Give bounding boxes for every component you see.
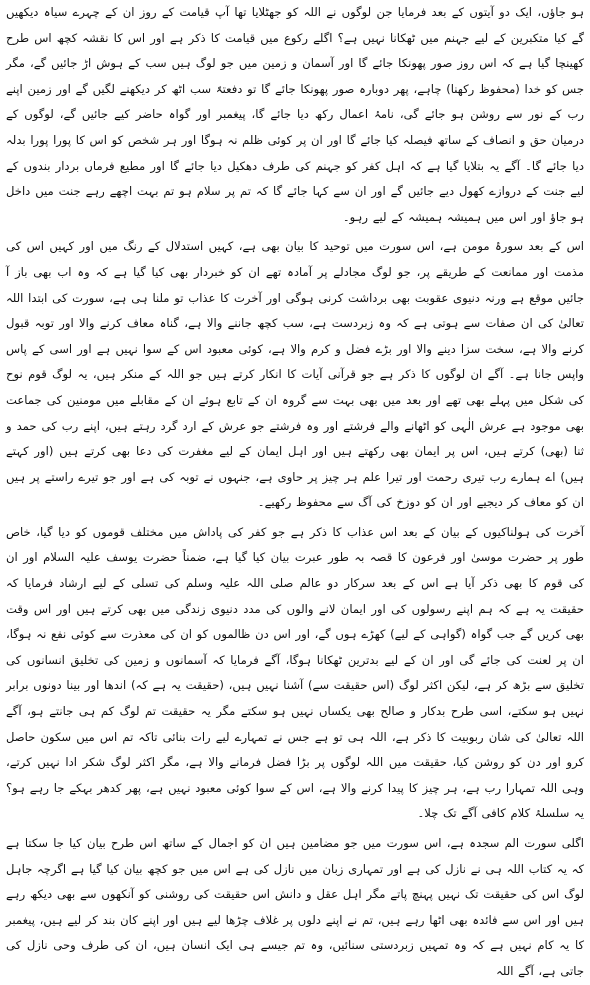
paragraph-akhirat-azab: آخرت کی ہولناکیوں کے بیان کے بعد اس عذاب کا ذکر ہے جو کفر کی پاداش میں مختلف قوموں کو دیا گیا، خاص طور پر حضرت موسیٰ اور فرعون کا قصہ بہ طور عبرت بیان کیا گیا ہے، ضمناً حضرت یوسف علیہ السلام اور ان کی قوم کا بھی ذکر آیا ہے اس کے بعد سرکار دو عالم صلی اللہ علیہ وسلم کی تسلی کے لیے ارشاد فرمایا کہ حقیقت یہ ہے کہ ہم اپنے رسولوں کی اور ایمان لانے والوں کی مدد دنیوی زندگی میں بھی کرتے ہیں اور اس وقت بھی کریں گے جب گواہ (گواہی کے لیے) کھڑے ہوں گے، اور اس دن ظالموں کو ان کی معذرت سے کوئی نفع نہ ہوگا، ان پر لعنت کی جائے گی اور ان کے لیے بدترین ٹھکانا ہوگا، آگے فرمایا کہ آسمانوں و زمین کی تخلیق انسانوں کی تخلیق سے بڑھ کر ہے، لیکن اکثر لوگ (اس حقیقت سے) آشنا نہیں ہیں، (حقیقت یہ ہے کہ) اندھا اور بینا دونوں برابر نہیں ہو سکتے، اسی طرح بدکار و صالح بھی یکساں نہیں ہو سکتے مگر یہ حقیقت تم لوگ کم ہی جانتے ہو، آگے اللہ تعالیٰ کی شان ربوبیت کا ذکر ہے، اللہ ہی تو ہے جس نے تمہارے لیے رات بنائی تاکہ تم اس میں سکون حاصل کرو اور دن کو روشن کیا، حقیقت میں اللہ لوگوں پر بڑا فضل فرمانے والا ہے، مگر اکثر لوگ شکر ادا نہیں کرتے، وہی اللہ تمہارا رب ہے، ہر چیز کا پیدا کرنے والا ہے، اس کے سوا کوئی معبود نہیں ہے، پھر کدھر بہکے جا رہے ہو؟ یہ سلسلۂ کلام کافی آگے تک چلا۔	[6, 524, 584, 821]
paragraph-surah-momin: اس کے بعد سورۂ مومن ہے، اس سورت میں توحید کا بیان بھی ہے، کہیں استدلال کے رنگ میں اور کہیں اس کی مذمت اور ممانعت کے طریقے پر، جو لوگ مجادلے پر آمادہ تھے ان کو خبردار بھی کیا گیا ہے کہ وہ اب بھی باز آ جائیں موقع ہے ورنہ دنیوی عقوبت بھی برداشت کرنی ہوگی اور آخرت کا عذاب تو ملنا ہی ہے، سورت کی ابتدا اللہ تعالیٰ کی ان صفات سے ہوتی ہے کہ وہ زبردست ہے، سب کچھ جاننے والا ہے، گناہ معاف کرنے والا اور توبہ قبول کرنے والا ہے، سخت سزا دینے والا اور بڑے فضل و کرم والا ہے، کوئی معبود اس کے سوا نہیں ہے اور اسی کے پاس واپس جانا ہے۔ آگے ان لوگوں کا ذکر ہے جو قرآنی آیات کا انکار کرتے ہیں جو اللہ کے منکر ہیں، یہ لوگ قوم نوح کی شکل میں پہلے بھی تھے اور بعد میں بھی بہت سے گروہ ان کے تابع ہوئے ان کے مقابلے میں مومنین کی جماعت بھی موجود ہے عرش الٰہی کو اٹھانے والے فرشتے اور وہ فرشتے جو عرش کے ارد گرد رہتے ہیں، اپنے رب کی حمد و ثنا (بھی) کرتے ہیں، اس پر ایمان بھی رکھتے ہیں اور اہل ایمان کے لیے مغفرت کی دعا بھی کرتے ہیں (اور کہتے ہیں) اے ہمارے رب تیری رحمت اور تیرا علم ہر چیز پر حاوی ہے، جنہوں نے توبہ کی ہے اور جو تیرے راستے پر ہیں ان کو معاف کر دیجیے اور ان کو دوزخ کی آگ سے محفوظ رکھیے۔	[6, 239, 584, 510]
paragraph-qiyamat: ہو جاؤں، ایک دو آیتوں کے بعد فرمایا جن لوگوں نے اللہ کو جھٹلایا تھا آپ قیامت کے روز ان کے چہرے سیاہ دیکھیں گے کیا متکبرین کے لیے جہنم میں ٹھکانا نہیں ہے؟ اگلے رکوع میں قیامت کا ذکر ہے اور اس کا نقشہ کچھ اس طرح کھینچا گیا ہے کہ اس روز صور پھونکا جائے گا اور آسمان و زمین میں جو لوگ ہیں سب کے ہوش اڑ جائیں گے، مگر جس کو خدا (محفوظ رکھنا) چاہے، پھر دوبارہ صور پھونکا جائے گا تو دفعتہً سب اٹھ کر دیکھنے لگیں گے اور زمین اپنے رب کے نور سے روشن ہو جائے گی، نامۂ اعمال رکھ دیا جائے گا، پیغمبر اور گواہ حاضر کیے جائیں گے، لوگوں کے درمیان حق و انصاف کے ساتھ فیصلہ کیا جائے گا اور ان پر کوئی ظلم نہ ہوگا اور ہر شخص کو اس کا پورا پورا بدلہ دیا جائے گا۔ آگے یہ بتلایا گیا ہے کہ اہل کفر کو جہنم کی طرف دھکیل دیا جائے گا اور مطیع فرماں بردار بندوں کے لیے جنت کے دروازے کھول دیے جائیں گے اور ان سے کہا جائے گا کہ تم پر سلام ہو تم بہت اچھے رہے جنت میں داخل ہو جاؤ اور اس میں ہمیشہ ہمیشہ کے لیے رہو۔	[6, 5, 584, 224]
paragraph-alif-lam-sajda: اگلی سورت الم سجدہ ہے، اس سورت میں جو مضامین ہیں ان کو اجمال کے ساتھ اس طرح بیان کیا جا سکتا ہے کہ یہ کتاب اللہ ہی نے نازل کی ہے اور تمہاری زبان میں نازل کی ہے اس میں جو کچھ بیان کیا گیا ہے اگرچہ جاہل لوگ اس کی حقیقت تک نہیں پہنچ پاتے مگر اہل عقل و دانش اس حقیقت کی روشنی کو آنکھوں سے بھی دیکھ رہے ہیں اور اس سے فائدہ بھی اٹھا رہے ہیں، تم نے اپنے دلوں پر غلاف چڑھا لیے ہیں اور اپنے کان بند کر لیے ہیں، پیغمبر کا یہ کام نہیں ہے کہ وہ تمہیں زبردستی سنائیں، وہ تم جیسے ہی ایک انسان ہیں، ان کی طرف وحی نازل کی جاتی ہے، آگے اللہ	[6, 836, 584, 978]
